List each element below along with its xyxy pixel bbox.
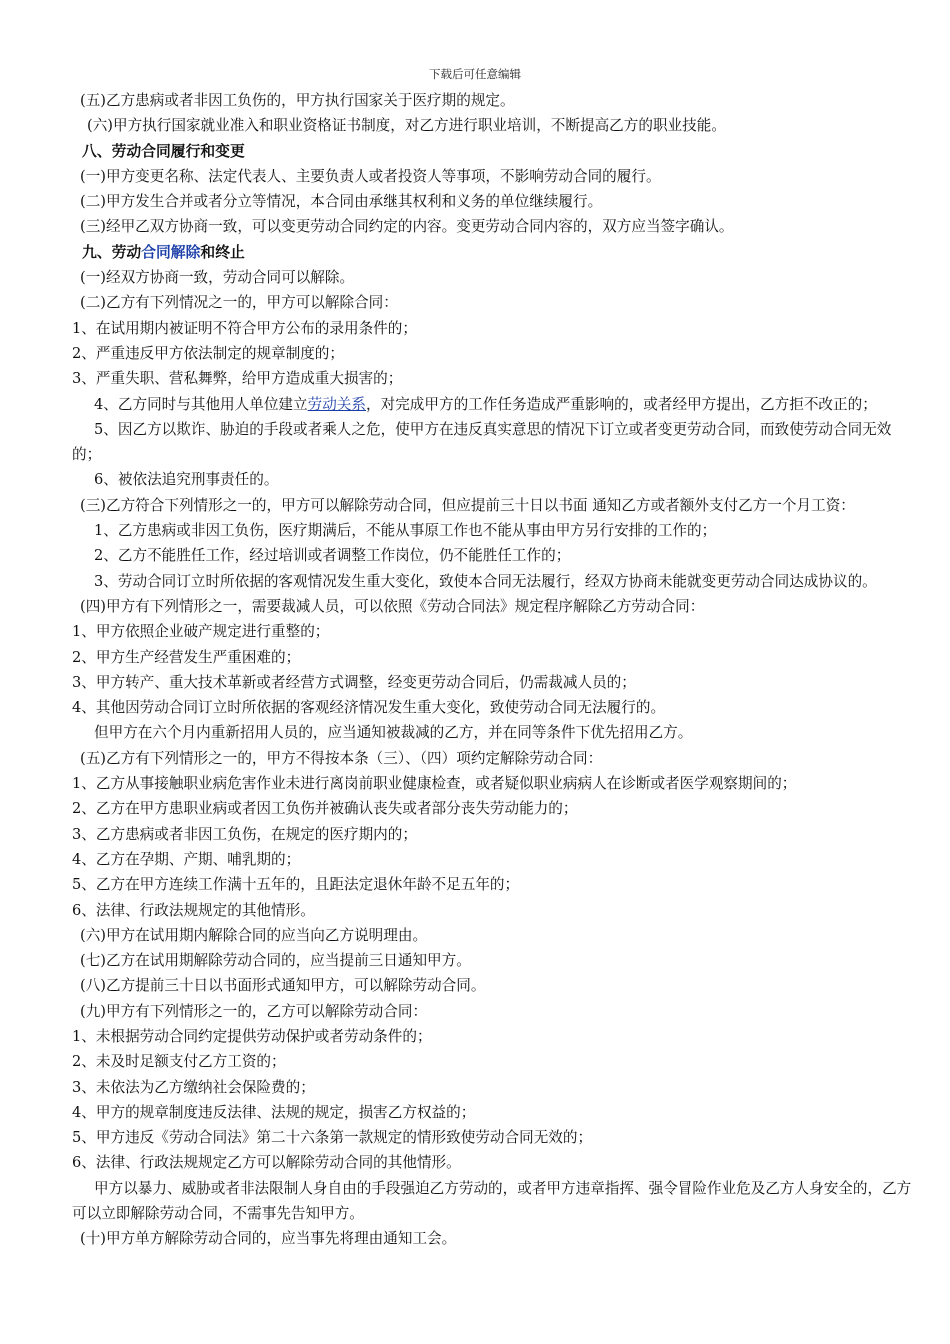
list-item: 5、因乙方以欺诈、胁迫的手段或者乘人之危，使甲方在违反真实意思的情况下订立或者变更劳动合同，而致使劳动合同无效的； (72, 420, 892, 464)
paragraph: (十)甲方单方解除劳动合同的，应当事先将理由通知工会。 (80, 1230, 457, 1248)
paragraph: 甲方以暴力、威胁或者非法限制人身自由的手段强迫乙方劳动的，或者甲方违章指挥、强令冒险作业危及乙方人身安全的，乙方可以立即解除劳动合同，不需事先告知甲方。 (72, 1179, 912, 1223)
list-item: 2、乙方在甲方患职业病或者因工负伤并被确认丧失或者部分丧失劳动能力的； (72, 800, 578, 818)
paragraph: (二)乙方有下列情况之一的，甲方可以解除合同： (80, 294, 398, 312)
list-item: 4、其他因劳动合同订立时所依据的客观经济情况发生重大变化，致使劳动合同无法履行的。 (72, 699, 666, 717)
list-item: 6、被依法追究刑事责任的。 (94, 471, 279, 489)
paragraph: (三)经甲乙双方协商一致，可以变更劳动合同约定的内容。变更劳动合同内容的，双方应当签字确认。 (80, 218, 734, 236)
heading-text: 和终止 (200, 243, 245, 261)
page-header: 下载后可任意编辑 (429, 67, 521, 81)
section-heading: 八、劳动合同履行和变更 (82, 142, 245, 160)
list-item-text: ，对完成甲方的工作任务造成严重影响的，或者经甲方提出，乙方拒不改正的； (366, 395, 877, 413)
labor-relations-link[interactable]: 劳动关系 (307, 395, 366, 413)
paragraph: (一)甲方变更名称、法定代表人、主要负责人或者投资人等事项，不影响劳动合同的履行。 (80, 167, 661, 185)
paragraph: (四)甲方有下列情形之一，需要裁减人员，可以依照《劳动合同法》规定程序解除乙方劳动合同： (80, 597, 705, 615)
list-item: 4、乙方在孕期、产期、哺乳期的； (72, 850, 301, 868)
list-item: 6、法律、行政法规规定乙方可以解除劳动合同的其他情形。 (72, 1154, 461, 1172)
paragraph: (八)乙方提前三十日以书面形式通知甲方，可以解除劳动合同。 (80, 977, 486, 995)
contract-termination-link[interactable]: 合同解除 (141, 243, 201, 261)
paragraph: (一)经双方协商一致，劳动合同可以解除。 (80, 269, 355, 287)
section-heading (72, 240, 912, 265)
list-item: 3、甲方转产、重大技术革新或者经营方式调整，经变更劳动合同后，仍需裁减人员的； (72, 673, 636, 691)
list-item: 2、乙方不能胜任工作，经过培训或者调整工作岗位，仍不能胜任工作的； (94, 547, 571, 565)
list-item: 2、未及时足额支付乙方工资的； (72, 1053, 286, 1071)
list-item: 1、在试用期内被证明不符合甲方公布的录用条件的； (72, 319, 417, 337)
paragraph: (七)乙方在试用期解除劳动合同的，应当提前三日通知甲方。 (80, 952, 471, 970)
list-item: 3、严重失职、营私舞弊，给甲方造成重大损害的； (72, 370, 403, 388)
paragraph: (五)乙方患病或者非因工负伤的，甲方执行国家关于医疗期的规定。 (80, 92, 515, 109)
list-item: 6、法律、行政法规规定的其他情形。 (72, 901, 315, 919)
list-item: 5、乙方在甲方连续工作满十五年的，且距法定退休年龄不足五年的； (72, 876, 520, 894)
paragraph: (三)乙方符合下列情形之一的，甲方可以解除劳动合同，但应提前三十日以书面 通知乙方或者额外支付乙方一个月工资： (80, 496, 855, 514)
list-item: 1、甲方依照企业破产规定进行重整的； (72, 623, 330, 641)
paragraph: (二)甲方发生合并或者分立等情况，本合同由承继其权利和义务的单位继续履行。 (80, 193, 603, 211)
list-item: 3、未依法为乙方缴纳社会保险费的； (72, 1078, 315, 1096)
list-item (72, 392, 912, 417)
paragraph: (九)甲方有下列情形之一的，乙方可以解除劳动合同： (80, 1002, 428, 1020)
document-body (72, 88, 912, 1252)
list-item-text: 4、乙方同时与其他用人单位建立 (94, 395, 308, 413)
list-item: 5、甲方违反《劳动合同法》第二十六条第一款规定的情形致使劳动合同无效的； (72, 1129, 593, 1147)
list-item: 4、甲方的规章制度违反法律、法规的规定，损害乙方权益的； (72, 1103, 476, 1121)
list-item: 1、未根据劳动合同约定提供劳动保护或者劳动条件的； (72, 1027, 432, 1045)
paragraph: (六)甲方执行国家就业准入和职业资格证书制度，对乙方进行职业培训，不断提高乙方的职业技能。 (87, 117, 726, 135)
list-item: 1、乙方患病或非因工负伤，医疗期满后，不能从事原工作也不能从事由甲方另行安排的工作的； (94, 522, 717, 540)
list-item: 3、乙方患病或者非因工负伤，在规定的医疗期内的； (72, 825, 417, 843)
paragraph: (五)乙方有下列情形之一的，甲方不得按本条（三）、（四）项约定解除劳动合同： (80, 749, 603, 767)
paragraph: 但甲方在六个月内重新招用人员的，应当通知被裁减的乙方，并在同等条件下优先招用乙方。 (94, 724, 693, 742)
heading-text: 九、劳动 (82, 243, 142, 261)
list-item: 2、甲方生产经营发生严重困难的； (72, 648, 301, 666)
list-item: 3、劳动合同订立时所依据的客观情况发生重大变化，致使本合同无法履行，经双方协商未能就变更劳动合同达成协议的。 (94, 572, 877, 590)
list-item: 2、严重违反甲方依法制定的规章制度的； (72, 344, 344, 362)
list-item: 1、乙方从事接触职业病危害作业未进行离岗前职业健康检查，或者疑似职业病病人在诊断或者医学观察期间的； (72, 775, 797, 793)
paragraph: (六)甲方在试用期内解除合同的应当向乙方说明理由。 (80, 926, 428, 944)
